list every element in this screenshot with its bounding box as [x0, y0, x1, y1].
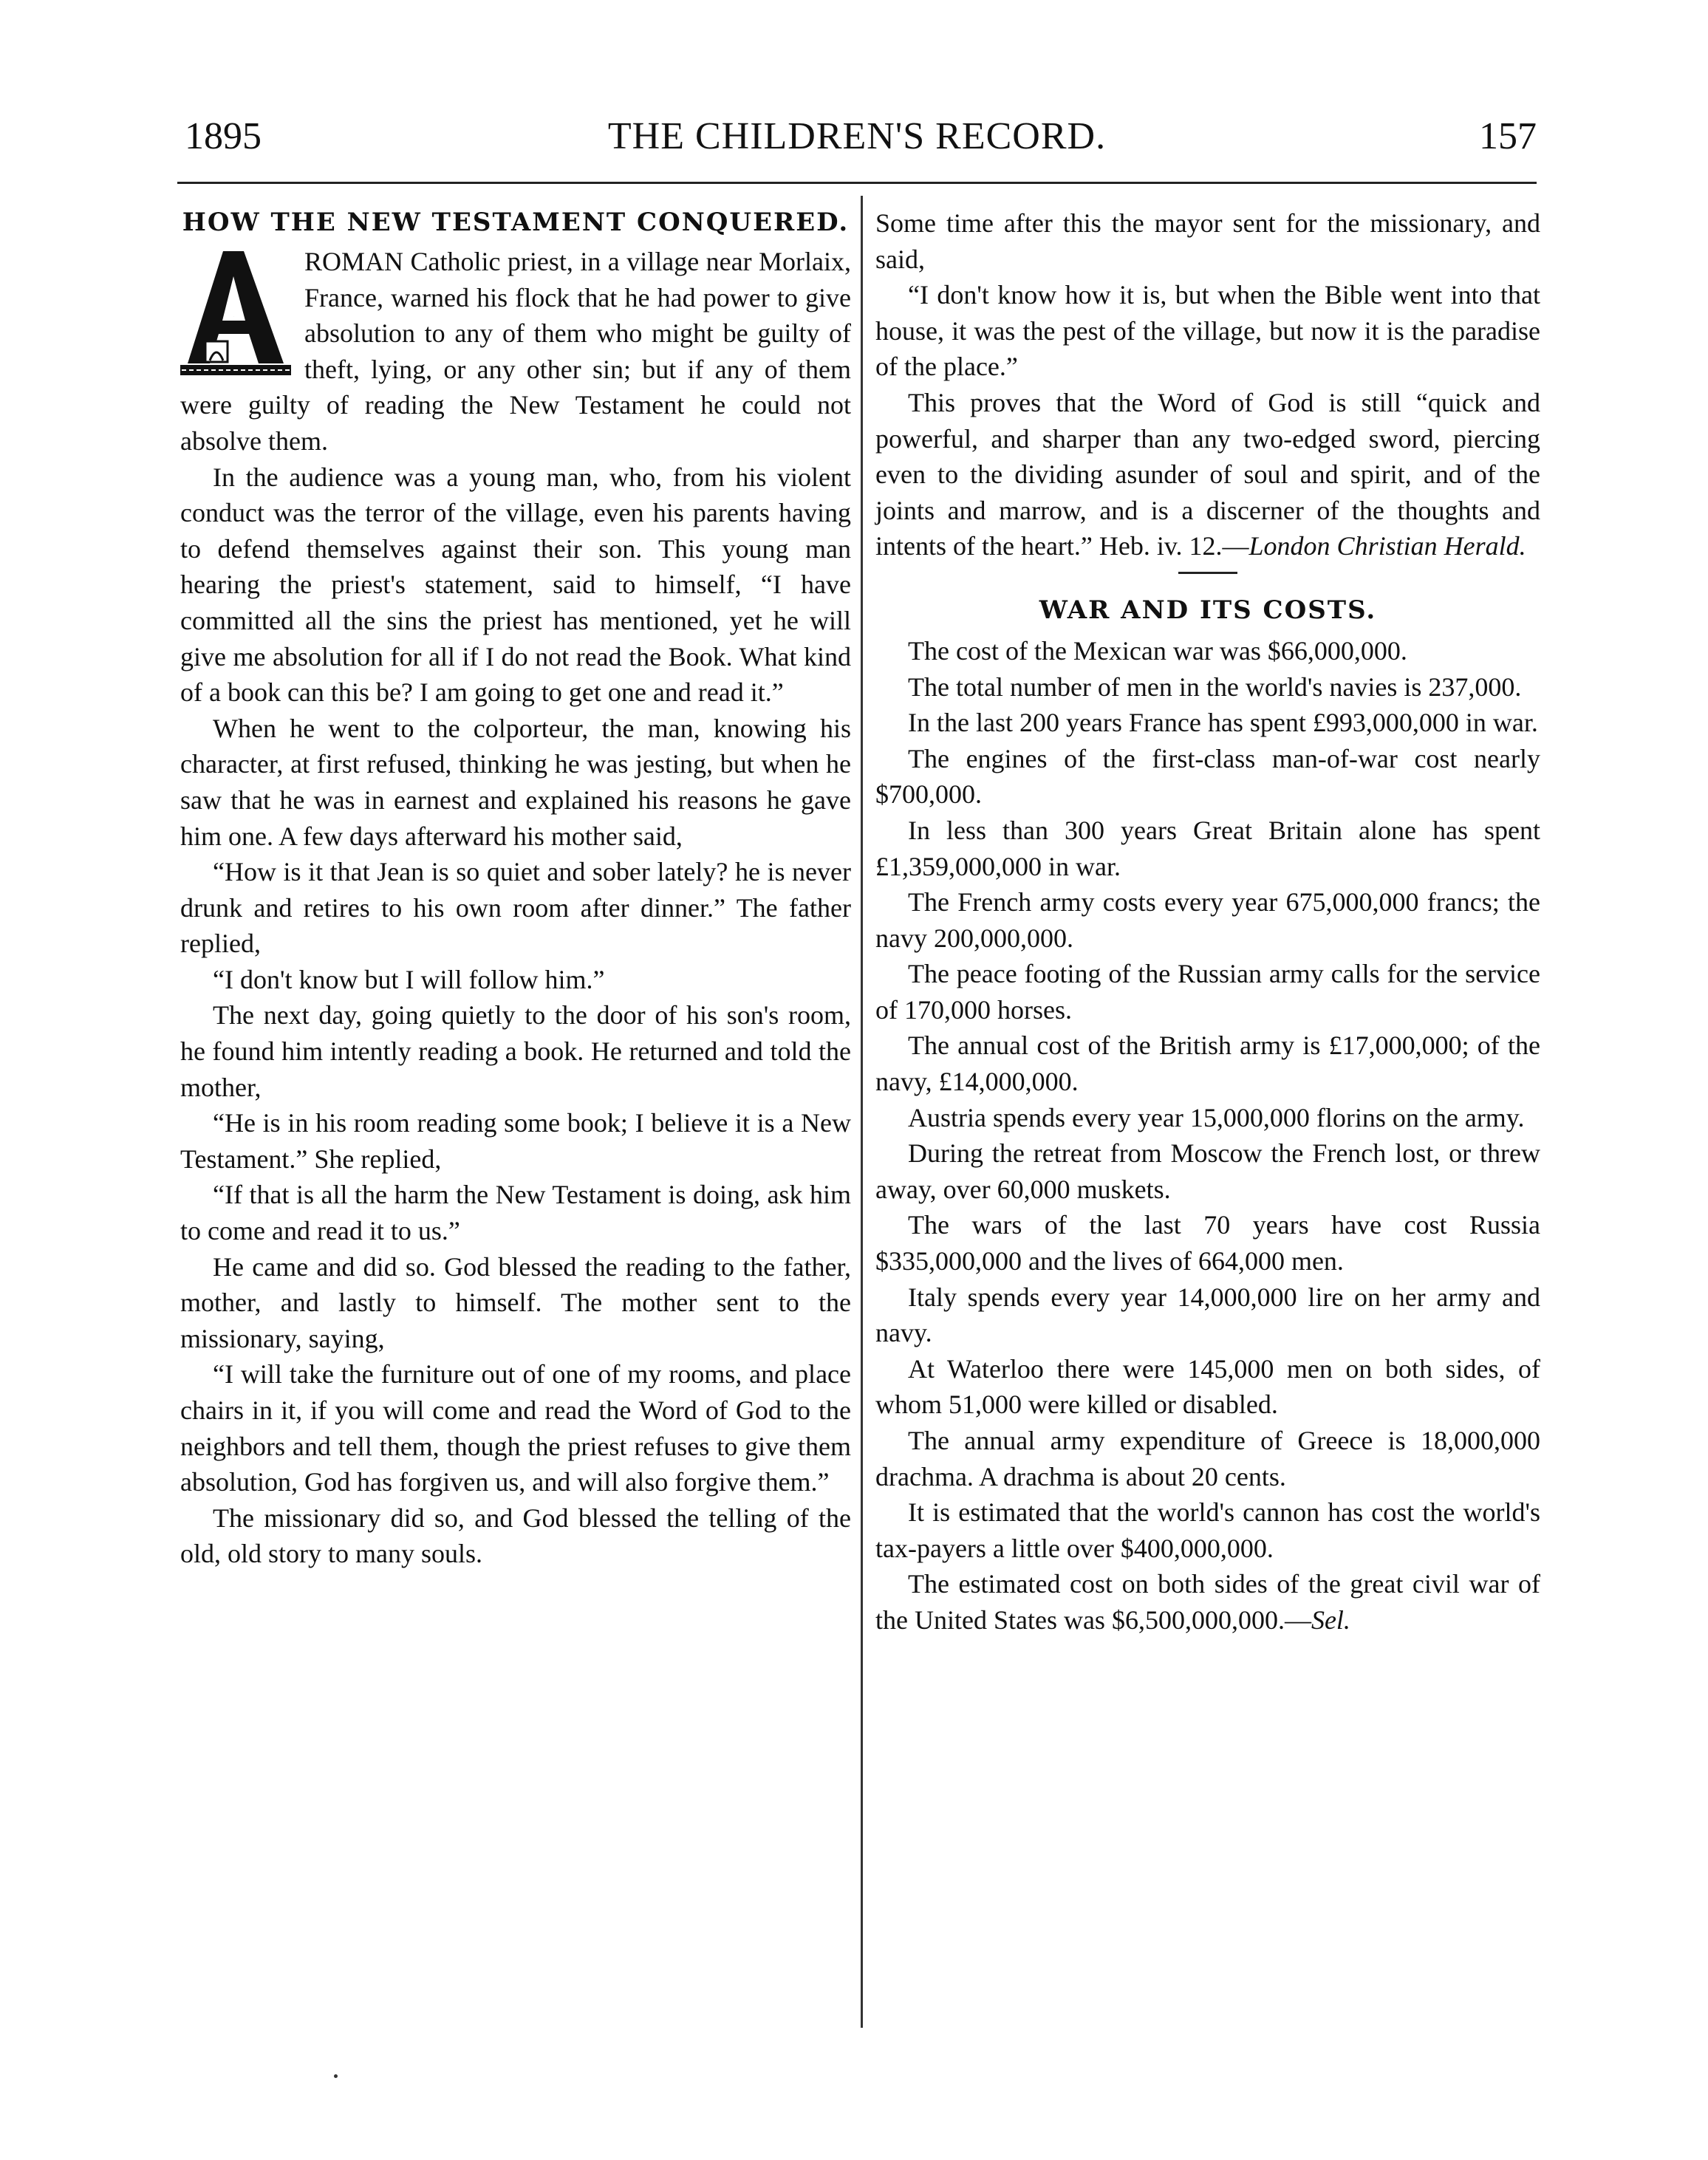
- paragraph: The next day, going quietly to the door of his son's room, he found him intently reading a book. He returned and told the mother,: [180, 1000, 851, 1102]
- list-item: The annual cost of the British army is £17,000,000; of the navy, £14,000,000.: [875, 1031, 1540, 1097]
- paragraph: “I will take the furniture out of one of my rooms, and place chairs in it, if you will come and read the Word of God to the neighbors and tell them, though the priest refuses to give them absolution, God has forgiven us, and will also forgive them.”: [180, 1359, 851, 1497]
- list-item: During the retreat from Moscow the French lost, or threw away, over 60,000 muskets.: [875, 1138, 1540, 1204]
- paragraph: Some time after this the mayor sent for the missionary, and said,: [875, 208, 1540, 274]
- list-item: The annual army expenditure of Greece is 18,000,000 drachma. A drachma is about 20 cents.: [875, 1426, 1540, 1491]
- list-item: In less than 300 years Great Britain alone has spent £1,359,000,000 in war.: [875, 815, 1540, 881]
- header-title: THE CHILDREN'S RECORD.: [607, 115, 1107, 157]
- paragraph: “I don't know how it is, but when the Bible went into that house, it was the pest of the village, but now it is the paradise of the place.”: [875, 280, 1540, 382]
- right-column: [875, 205, 1540, 1638]
- list-item: The cost of the Mexican war was $66,000,000.: [908, 635, 1407, 666]
- paragraph-text: This proves that the Word of God is still “quick and powerful, and sharper than any two-edged sword, piercing even to the dividing asunder of soul and spirit, and of the joints and marrow, and is a discerner of the thoughts and intents of the heart.” Heb. iv. 12.—: [875, 387, 1540, 561]
- paragraph: “I don't know but I will follow him.”: [213, 964, 605, 994]
- list-item-text: The estimated cost on both sides of the great civil war of the United States was $6,500,000,000.—: [875, 1569, 1540, 1635]
- left-column: [180, 205, 851, 1572]
- list-item: [875, 1566, 1540, 1638]
- paragraph: When he went to the colporteur, the man, knowing his character, at first refused, thinking he was jesting, but when he saw that he was in earnest and explained his reasons he gave him one. A few days afterward his mother said,: [180, 713, 851, 851]
- section-rule: [1178, 572, 1237, 574]
- paragraph: ROMAN Catholic priest, in a village near Morlaix, France, warned his flock that he had power to give absolution to any of them who might be guilty of theft, lying, or any other sin; but if any of them were guilty of reading the New Testament he could not absolve them.: [180, 247, 851, 456]
- list-item: The peace footing of the Russian army calls for the service of 170,000 horses.: [875, 959, 1540, 1025]
- page-number: 157: [1479, 115, 1537, 157]
- paragraph: “He is in his room reading some book; I believe it is a New Testament.” She replied,: [180, 1108, 851, 1174]
- list-item: The total number of men in the world's navies is 237,000.: [908, 671, 1522, 702]
- list-item: In the last 200 years France has spent £993,000,000 in war.: [908, 708, 1538, 738]
- list-item: The French army costs every year 675,000,000 francs; the navy 200,000,000.: [875, 887, 1540, 953]
- list-item: The wars of the last 70 years have cost Russia $335,000,000 and the lives of 664,000 men.: [875, 1210, 1540, 1276]
- ink-speck: [334, 2074, 338, 2078]
- svg-text:A: A: [233, 317, 234, 318]
- header-rule: [177, 182, 1537, 184]
- paragraph: “If that is all the harm the New Testament is doing, ask him to come and read it to us.”: [180, 1180, 851, 1246]
- list-item: Austria spends every year 15,000,000 florins on the army.: [908, 1102, 1525, 1132]
- list-item: Italy spends every year 14,000,000 lire on her army and navy.: [875, 1282, 1540, 1348]
- paragraph: The missionary did so, and God blessed the telling of the old, old story to many souls.: [180, 1503, 851, 1569]
- running-header: [177, 115, 1537, 166]
- ornamental-dropcap-icon: [180, 247, 291, 380]
- paragraph: In the audience was a young man, who, from his violent conduct was the terror of the village, even his parents having to defend themselves against their son. This young man hearing the priest's statement, said to himself, “I have committed all the sins the priest has mentioned, yet he will give me absolution for all if I do not read the Book. What kind of a book can this be? I am going to get one and read it.”: [180, 462, 851, 708]
- list-item: It is estimated that the world's cannon has cost the world's tax-payers a little over $400,000,000.: [875, 1497, 1540, 1563]
- list-item: At Waterloo there were 145,000 men on both sides, of whom 51,000 were killed or disabled.: [875, 1353, 1540, 1420]
- list-item: The engines of the first-class man-of-war cost nearly $700,000.: [875, 743, 1540, 810]
- article-headline: HOW THE NEW TESTAMENT CONQUERED.: [182, 208, 850, 237]
- section-headline: WAR AND ITS COSTS.: [1039, 595, 1377, 625]
- paragraph: He came and did so. God blessed the reading to the father, mother, and lastly to himself. The mother sent to the missionary, saying,: [180, 1251, 851, 1353]
- source-credit: London Christian Herald.: [1248, 531, 1526, 561]
- paragraph: “How is it that Jean is so quiet and sober lately? he is never drunk and retires to his own room after dinner.” The father replied,: [180, 857, 851, 959]
- source-credit: Sel.: [1311, 1604, 1350, 1635]
- header-year: 1895: [185, 115, 262, 157]
- paragraph: [875, 385, 1540, 564]
- column-divider: [861, 196, 863, 2028]
